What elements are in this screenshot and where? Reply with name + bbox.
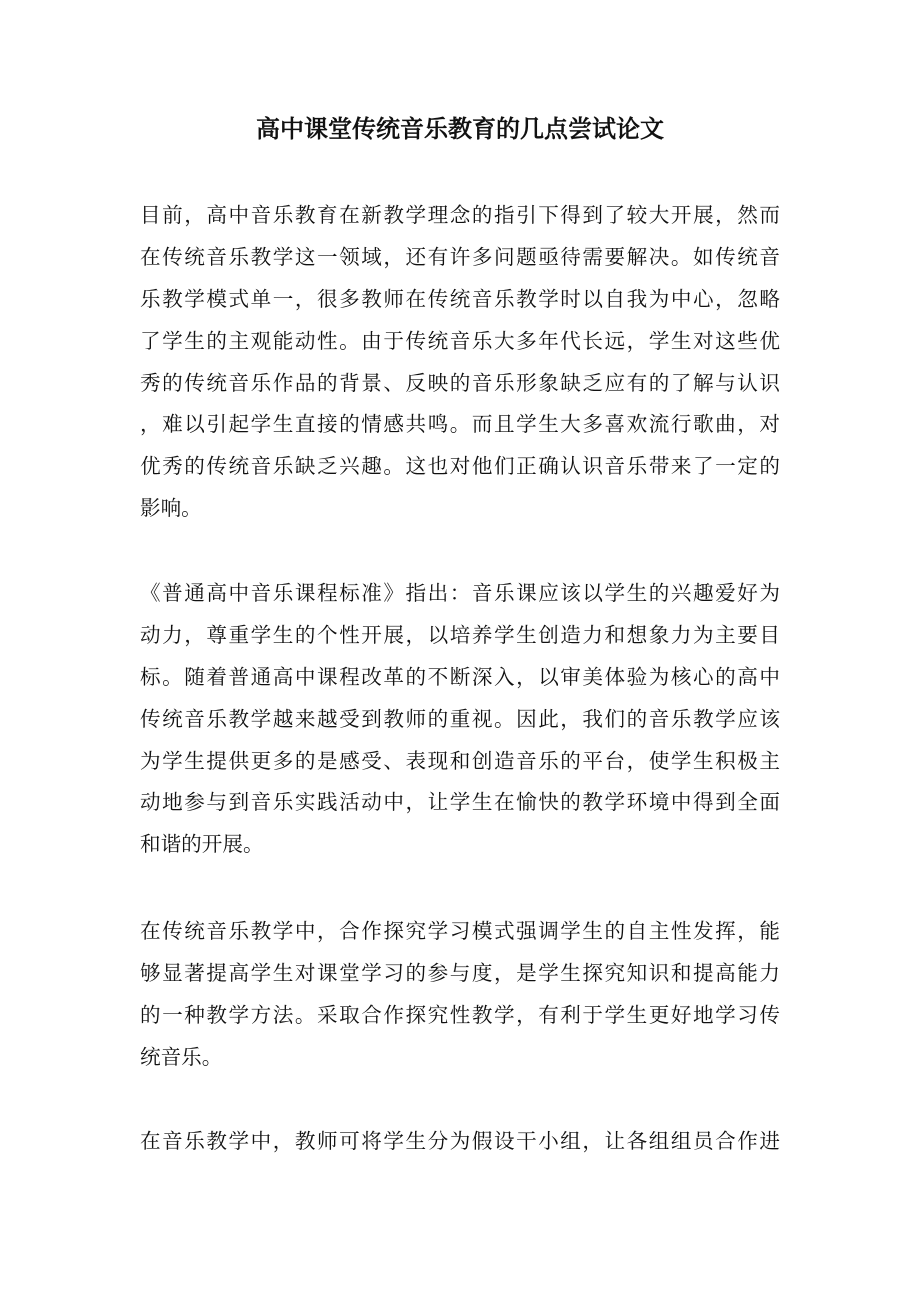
text-line: 为学生提供更多的是感受、表现和创造音乐的平台，使学生积极主 xyxy=(140,748,780,773)
text-line: 和谐的开展。 xyxy=(140,832,264,857)
text-line: 目前，高中音乐教育在新教学理念的指引下得到了较大开展，然而 xyxy=(140,203,780,227)
text-line: 在传统音乐教学这一领域，还有许多问题亟待需要解决。如传统音 xyxy=(140,244,780,269)
document-title: 高中课堂传统音乐教育的几点尝试论文 xyxy=(256,114,664,143)
text-line: 乐教学模式单一，很多教师在传统音乐教学时以自我为中心，忽略 xyxy=(140,286,780,311)
text-line: 传统音乐教学越来越受到教师的重视。因此，我们的音乐教学应该 xyxy=(140,706,780,731)
text-line: 标。随着普通高中课程改革的不断深入，以审美体验为核心的高中 xyxy=(140,664,780,689)
text-line: 的一种教学方法。采取合作探究性教学，有利于学生更好地学习传 xyxy=(140,1002,780,1027)
text-line: 够显著提高学生对课堂学习的参与度，是学生探究知识和提高能力 xyxy=(140,960,780,985)
text-line: ，难以引起学生直接的情感共鸣。而且学生大多喜欢流行歌曲，对 xyxy=(140,412,780,437)
text-line: 动地参与到音乐实践活动中，让学生在愉快的教学环境中得到全面 xyxy=(140,790,780,815)
text-line: 秀的传统音乐作品的背景、反映的音乐形象缺乏应有的了解与认识 xyxy=(140,370,780,395)
paragraph-4 xyxy=(140,1121,780,1163)
paragraph-1 xyxy=(140,195,780,530)
text-line: 在传统音乐教学中，合作探究学习模式强调学生的自主性发挥，能 xyxy=(140,919,780,943)
paragraph-2 xyxy=(140,573,780,866)
text-line: 统音乐。 xyxy=(140,1044,223,1069)
text-line: 了学生的主观能动性。由于传统音乐大多年代长远，学生对这些优 xyxy=(140,328,780,353)
text-line: 《普通高中音乐课程标准》指出：音乐课应该以学生的兴趣爱好为 xyxy=(140,581,780,605)
text-line: 影响。 xyxy=(140,496,202,521)
paragraph-3 xyxy=(140,911,780,1079)
text-line: 优秀的传统音乐缺乏兴趣。这也对他们正确认识音乐带来了一定的 xyxy=(140,454,780,479)
text-line: 在音乐教学中，教师可将学生分为假设干小组，让各组组员合作进 xyxy=(140,1129,780,1153)
text-line: 动力，尊重学生的个性开展，以培养学生创造力和想象力为主要目 xyxy=(140,622,780,647)
